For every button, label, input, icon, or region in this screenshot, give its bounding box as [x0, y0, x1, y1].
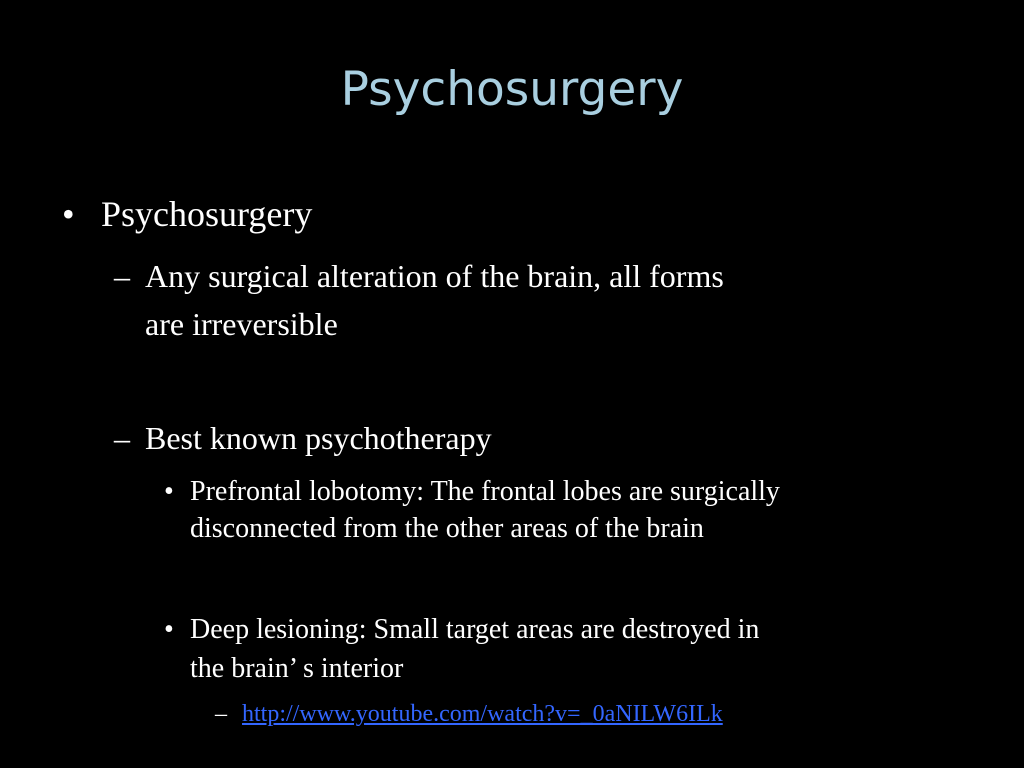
slide-title: Psychosurgery [340, 62, 684, 117]
dash-marker: – [215, 701, 227, 727]
bullet-marker: • [164, 614, 174, 645]
dash-marker: – [114, 258, 130, 294]
bullet-marker: • [164, 476, 174, 507]
youtube-link[interactable]: http://www.youtube.com/watch?v=_0aNILW6ILk [242, 701, 723, 727]
lobotomy-line-2: disconnected from the other areas of the brain [190, 513, 704, 544]
bullet-marker: • [62, 194, 75, 234]
definition-line-2: are irreversible [145, 306, 338, 342]
lobotomy-line-1: Prefrontal lobotomy: The frontal lobes are surgically [190, 476, 780, 507]
bullet-item-psychosurgery: Psychosurgery [101, 194, 313, 234]
lesioning-line-1: Deep lesioning: Small target areas are destroyed in [190, 614, 760, 645]
best-known-item: Best known psychotherapy [145, 420, 492, 456]
dash-marker: – [114, 420, 130, 456]
lesioning-line-2: the brain’ s interior [190, 653, 404, 684]
definition-line-1: Any surgical alteration of the brain, all forms [145, 258, 724, 294]
